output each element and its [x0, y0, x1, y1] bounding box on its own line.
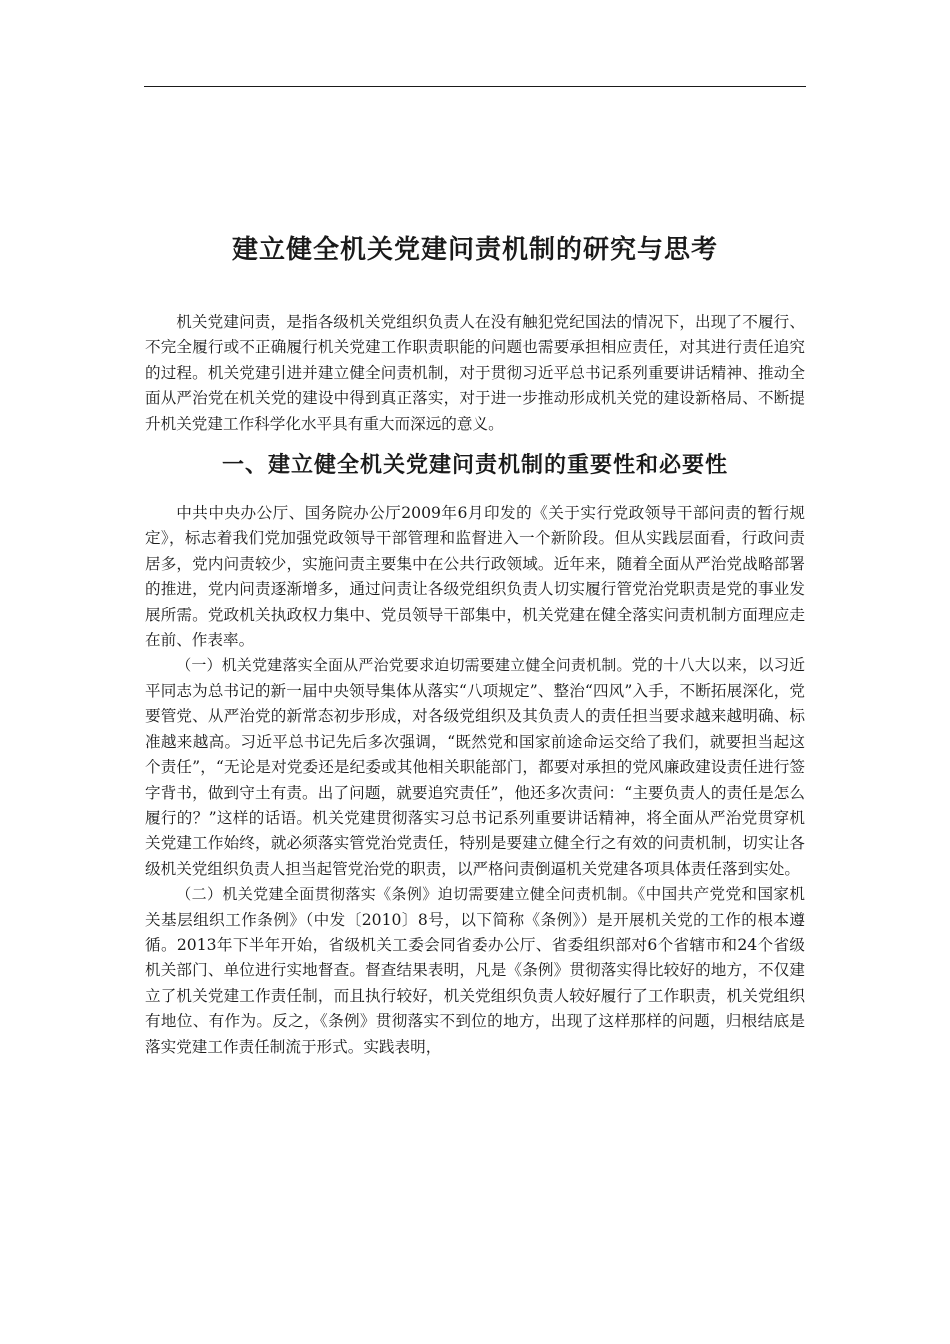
section-heading: 一、建立健全机关党建问责机制的重要性和必要性: [221, 453, 728, 479]
document-title: 建立健全机关党建问责机制的研究与思考: [231, 235, 718, 265]
subsection-body-2: 《中国共产党党和国家机关基层组织工作条例》（中发〔2010〕8号，以下简称《条例》）是开展机关党的工作的根本遵循。2013年下半年开始，省级机关工委会同省委办公厅、省委组织部对6个省辖市和24个省级机关部门、单位进行实地督查。督查结果表明，凡是《条例》贯彻落实得比较好的地方，不仅建立了机关党建工作责任制，而且执行较好，机关党组织负责人较好履行了工作职责，机关党组织有地位、有作为。反之，《条例》贯彻落实不到位的地方，出现了这样那样的问题，归根结底是落实党建工作责任制流于形式。实践表明，: [145, 885, 805, 1056]
subsection-body-1: 党的十八大以来，以习近平同志为总书记的新一届中央领导集体从落实“八项规定”、整治“四风”入手，不断拓展深化，党要管党、从严治党的新常态初步形成，对各级党组织及其负责人的责任担当要求越来越明确、标准越来越高。习近平总书记先后多次强调，“既然党和国家前途命运交给了我们，就要担当起这个责任”，“无论是对党委还是纪委或其他相关职能部门，都要对承担的党风廉政建设责任进行签字背书，做到守土有责。出了问题，就要追究责任”，他还多次责问：“主要负责人的责任是怎么履行的？”这样的话语。机关党建贯彻落实习总书记系列重要讲话精神，将全面从严治党贯穿机关党建工作始终，就必须落实管党治党责任，特别是要建立健全行之有效的问责机制，切实让各级机关党组织负责人担当起管党治党的职责，以严格问责倒逼机关党建各项具体责任落到实处。: [145, 656, 805, 878]
section-paragraph: 中共中央办公厅、国务院办公厅2009年6月印发的《关于实行党政领导干部问责的暂行规定》，标志着我们党加强党政领导干部管理和监督进入一个新阶段。但从实践层面看，行政问责居多，党内问责较少，实施问责主要集中在公共行政领域。近年来，随着全面从严治党战略部署的推进，党内问责逐渐增多，通过问责让各级党组织负责人切实履行管党治党职责是党的事业发展所需。党政机关执政权力集中、党员领导干部集中，机关党建在健全落实问责机制方面理应走在前、作表率。: [145, 504, 805, 650]
intro-paragraph: 机关党建问责，是指各级机关党组织负责人在没有触犯党纪国法的情况下，出现了不履行、不完全履行或不正确履行机关党建工作职责职能的问题也需要承担相应责任，对其进行责任追究的过程。机关党建引进并建立健全问责机制，对于贯彻习近平总书记系列重要讲话精神、推动全面从严治党在机关党的建设中得到真正落实，对于进一步推动形成机关党的建设新格局、不断提升机关党建工作科学化水平具有重大而深远的意义。: [145, 313, 805, 433]
document-body: [145, 230, 805, 1060]
subsection-lead-1: （一）机关党建落实全面从严治党要求迫切需要建立健全问责机制。: [176, 656, 632, 675]
subsection-paragraph-2: [145, 882, 805, 1060]
subsection-paragraph-1: [145, 653, 805, 882]
subsection-lead-2: （二）机关党建全面贯彻落实《条例》迫切需要建立健全问责机制。: [176, 885, 638, 904]
header-rule: [144, 86, 806, 87]
